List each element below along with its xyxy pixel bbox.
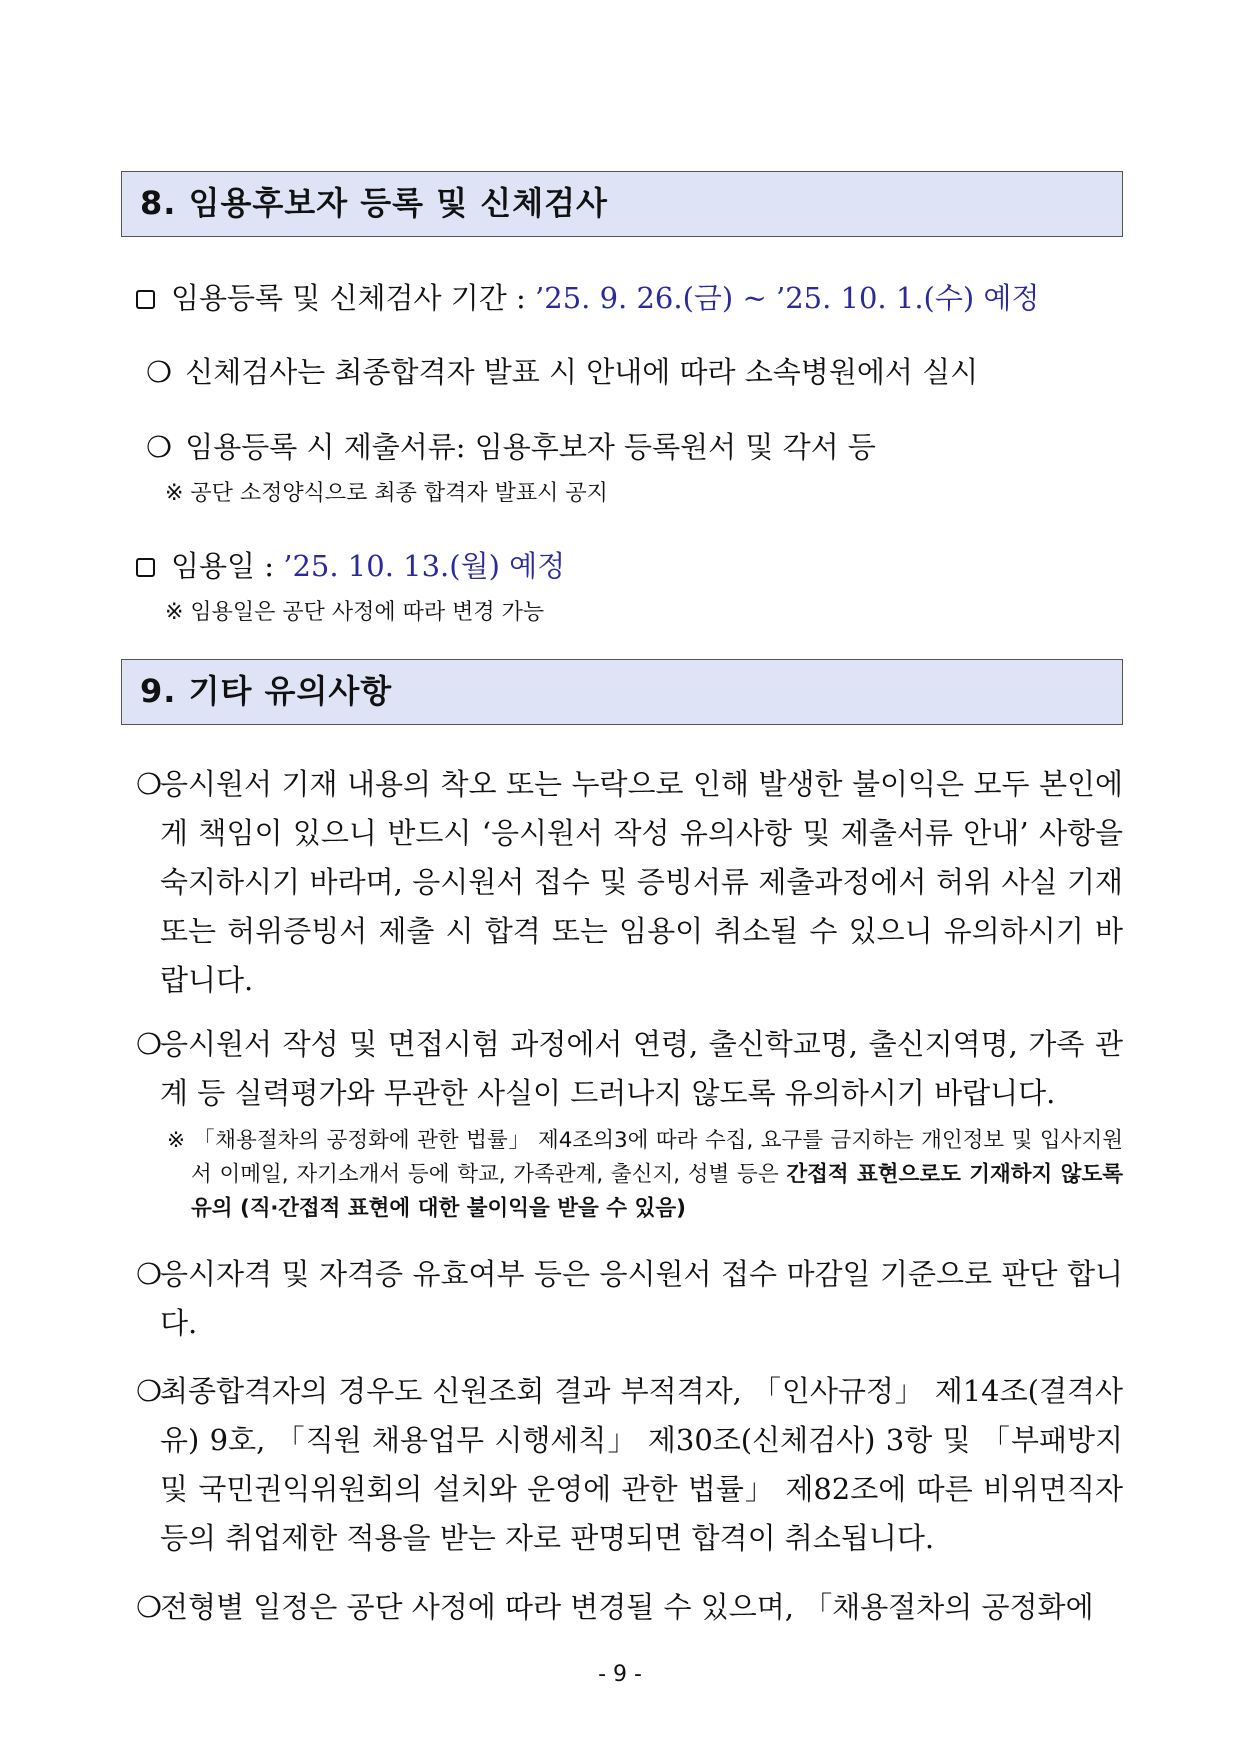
checkbox-square-icon <box>136 558 155 577</box>
notice-paragraph-1: 응시원서 기재 내용의 착오 또는 누락으로 인해 발생한 불이익은 모두 본인에게 책임이 있으니 반드시 ‘응시원서 작성 유의사항 및 제출서류 안내’ 사항을 숙지하시기 바라며, 응시원서 접수 및 증빙서류 제출과정에서 허위 사실 기재 또는 허위증빙서 제출 시 합격 또는 임용이 취소될 수 있으니 유의하시기 바랍니다. <box>160 767 1123 997</box>
circle-bullet-icon: ❍ <box>146 355 172 389</box>
documents-note: ※ 공단 소정양식으로 최종 합격자 발표시 공지 <box>165 481 608 506</box>
page-number: - 9 - <box>598 1662 642 1687</box>
notice-paragraph-3: 응시자격 및 자격증 유효여부 등은 응시원서 접수 마감일 기준으로 판단 합니다. <box>160 1257 1123 1340</box>
documents-item <box>146 427 876 467</box>
notice-paragraph-4: 최종합격자의 경우도 신원조회 결과 부적격자, 「인사규정」 제14조(결격사유) 9호, 「직원 채용업무 시행세칙」 제30조(신체검사) 3항 및 「부패방지 및 국민권익위원회의 설치와 운영에 관한 법률」 제82조에 따른 비위면직자 등의 취업제한 적용을 받는 자로 판명되면 합격이 취소됩니다. <box>160 1374 1123 1555</box>
privacy-law-note-emphasis: 간접적 표현으로도 기재하지 않도록 유의 (직‧간접적 표현에 대한 불이익을 받을 수 있음) <box>191 1162 1123 1221</box>
section-9-title: 9. 기타 유의사항 <box>140 672 393 710</box>
circle-bullet-icon: ❍ <box>146 430 172 464</box>
registration-period-value: ’25. 9. 26.(금) ~ ’25. 10. 1.(수) 예정 <box>535 281 1040 315</box>
privacy-law-note <box>167 1124 1123 1226</box>
appointment-date-label: 임용일 : <box>171 549 284 583</box>
documents-text: 임용등록 시 제출서류: 임용후보자 등록원서 및 각서 등 <box>185 430 876 464</box>
registration-period-item <box>136 278 1039 318</box>
notice-paragraph-2: 응시원서 작성 및 면접시험 과정에서 연령, 출신학교명, 출신지역명, 가족 관계 등 실력평가와 무관한 사실이 드러나지 않도록 유의하시기 바랍니다. <box>160 1027 1123 1110</box>
physical-exam-item <box>146 352 978 392</box>
circle-bullet-icon: ❍ <box>136 1590 162 1624</box>
section-8-header <box>121 171 1123 237</box>
circle-bullet-icon: ❍ <box>136 767 162 801</box>
privacy-law-note-text: ※ 「채용절차의 공정화에 관한 법률」 제4조의3에 따라 수집, 요구를 금지하는 개인정보 및 입사지원서 이메일, 자기소개서 등에 학교, 가족관계, 출신지, 성별 등은 <box>167 1128 1123 1187</box>
appointment-date-item <box>136 546 565 586</box>
appointment-date-value: ’25. 10. 13.(월) 예정 <box>283 549 566 583</box>
circle-bullet-icon: ❍ <box>136 1374 162 1408</box>
physical-exam-text: 신체검사는 최종합격자 발표 시 안내에 따라 소속병원에서 실시 <box>185 355 979 389</box>
registration-period-label: 임용등록 및 신체검사 기간 : <box>171 281 536 315</box>
circle-bullet-icon: ❍ <box>136 1257 162 1291</box>
section-9-header <box>121 659 1123 725</box>
checkbox-square-icon <box>136 290 155 309</box>
notice-paragraph-5: 전형별 일정은 공단 사정에 따라 변경될 수 있으며, 「채용절차의 공정화에 <box>160 1590 1094 1624</box>
section-8-title: 8. 임용후보자 등록 및 신체검사 <box>140 184 608 222</box>
appointment-date-note: ※ 임용일은 공단 사정에 따라 변경 가능 <box>165 600 545 625</box>
circle-bullet-icon: ❍ <box>136 1027 162 1061</box>
